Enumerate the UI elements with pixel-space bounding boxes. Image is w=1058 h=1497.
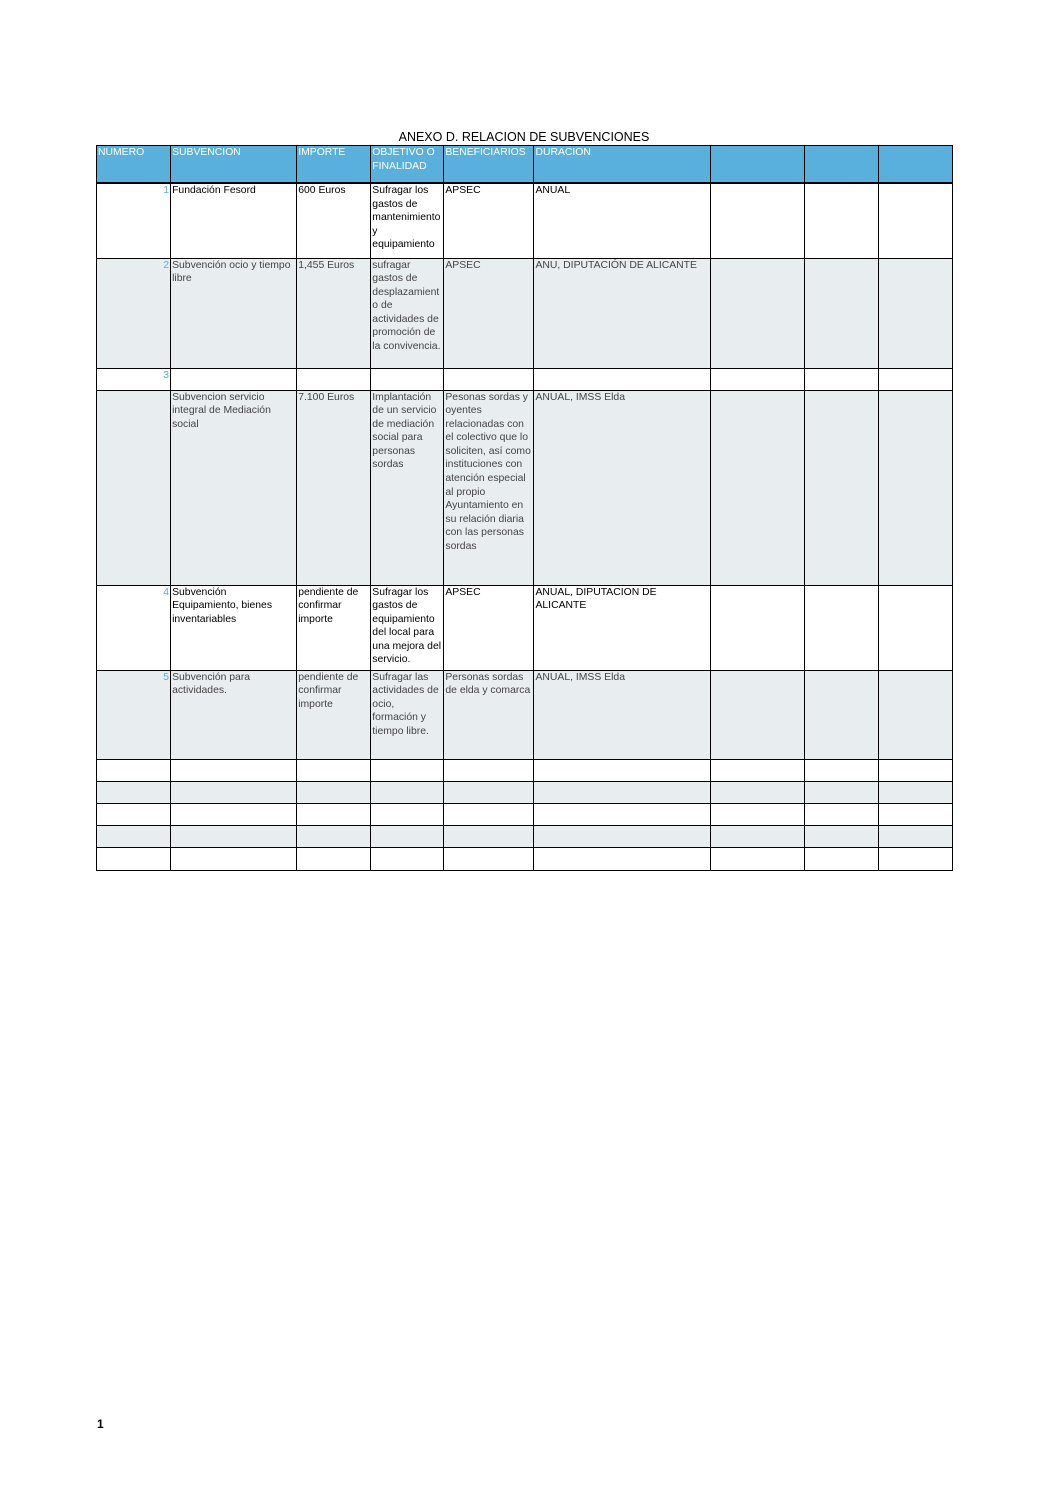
- cell-subvencion: Fundación Fesord: [171, 183, 297, 258]
- cell-empty: [878, 670, 952, 759]
- header-blank-3: [878, 146, 952, 184]
- cell-numero: 5: [97, 670, 171, 759]
- cell-importe: 7.100 Euros: [297, 390, 371, 585]
- cell-objetivo: Sufragar los gastos de equipamiento del local para una mejora del servicio.: [371, 585, 444, 670]
- cell-objetivo: sufragar gastos de desplazamiento de actividades de promoción de la convivencia.: [371, 258, 444, 368]
- cell-empty: [710, 670, 804, 759]
- cell-objetivo: [371, 368, 444, 390]
- cell-subvencion: Subvencion servicio integral de Mediación social: [171, 390, 297, 585]
- cell-numero: 2: [97, 258, 171, 368]
- cell-empty: [804, 258, 878, 368]
- empty-row: [97, 759, 953, 781]
- empty-row: [97, 847, 953, 870]
- table-row: [97, 183, 953, 258]
- cell-empty: [710, 258, 804, 368]
- cell-beneficiarios: [444, 368, 534, 390]
- empty-row: [97, 803, 953, 825]
- header-blank-1: [710, 146, 804, 184]
- cell-importe: pendiente de confirmar importe: [297, 670, 371, 759]
- empty-row: [97, 825, 953, 847]
- cell-empty: [878, 390, 952, 585]
- cell-empty: [878, 258, 952, 368]
- cell-empty: [878, 585, 952, 670]
- header-subvencion: SUBVENCION: [171, 146, 297, 184]
- cell-numero: 3: [97, 368, 171, 390]
- cell-duracion: ANUAL, DIPUTACION DE ALICANTE: [534, 585, 710, 670]
- cell-objetivo: Implantación de un servicio de mediación social para personas sordas: [371, 390, 444, 585]
- cell-importe: 1,455 Euros: [297, 258, 371, 368]
- cell-subvencion: Subvención para actividades.: [171, 670, 297, 759]
- table-row: [97, 390, 953, 585]
- cell-objetivo: Sufragar los gastos de mantenimiento y equipamiento: [371, 183, 444, 258]
- cell-numero: [97, 390, 171, 585]
- cell-empty: [878, 183, 952, 258]
- cell-beneficiarios: APSEC: [444, 585, 534, 670]
- cell-importe: pendiente de confirmar importe: [297, 585, 371, 670]
- cell-duracion: ANUAL: [534, 183, 710, 258]
- cell-duracion: ANUAL, IMSS Elda: [534, 670, 710, 759]
- cell-empty: [804, 585, 878, 670]
- cell-numero: 4: [97, 585, 171, 670]
- cell-importe: 600 Euros: [297, 183, 371, 258]
- table-row: [97, 258, 953, 368]
- cell-empty: [878, 368, 952, 390]
- table-row: [97, 585, 953, 670]
- cell-objetivo: Sufragar las actividades de ocio, formación y tiempo libre.: [371, 670, 444, 759]
- cell-empty: [804, 670, 878, 759]
- cell-importe: [297, 368, 371, 390]
- document-title: ANEXO D. RELACION DE SUBVENCIONES: [398, 130, 650, 144]
- header-objetivo: OBJETIVO O FINALIDAD: [371, 146, 444, 184]
- cell-duracion: ANUAL, IMSS Elda: [534, 390, 710, 585]
- cell-beneficiarios: Personas sordas de elda y comarca: [444, 670, 534, 759]
- cell-subvencion: [171, 368, 297, 390]
- header-blank-2: [804, 146, 878, 184]
- cell-numero: 1: [97, 183, 171, 258]
- empty-row: [97, 781, 953, 803]
- cell-duracion: ANU, DIPUTACIÓN DE ALICANTE: [534, 258, 710, 368]
- cell-empty: [710, 390, 804, 585]
- cell-empty: [804, 390, 878, 585]
- cell-empty: [710, 585, 804, 670]
- header-importe: IMPORTE: [297, 146, 371, 184]
- cell-empty: [804, 183, 878, 258]
- table-row: [97, 670, 953, 759]
- page-number: 1: [97, 1417, 104, 1431]
- cell-beneficiarios: APSEC: [444, 183, 534, 258]
- cell-beneficiarios: Pesonas sordas y oyentes relacionadas con el colectivo que lo soliciten, así como instituciones con atención especial al propio Ayuntamiento en su relación diaria con las personas sordas: [444, 390, 534, 585]
- header-beneficiarios: BENEFICIARIOS: [444, 146, 534, 184]
- subvenciones-table: [96, 145, 953, 871]
- cell-subvencion: Subvención ocio y tiempo libre: [171, 258, 297, 368]
- header-row: [97, 146, 953, 184]
- header-duracion: DURACION: [534, 146, 710, 184]
- table-row: [97, 368, 953, 390]
- cell-empty: [710, 368, 804, 390]
- cell-subvencion: Subvención Equipamiento, bienes inventariables: [171, 585, 297, 670]
- header-numero: NUMERO: [97, 146, 171, 184]
- cell-empty: [804, 368, 878, 390]
- cell-duracion: [534, 368, 710, 390]
- cell-beneficiarios: APSEC: [444, 258, 534, 368]
- cell-empty: [710, 183, 804, 258]
